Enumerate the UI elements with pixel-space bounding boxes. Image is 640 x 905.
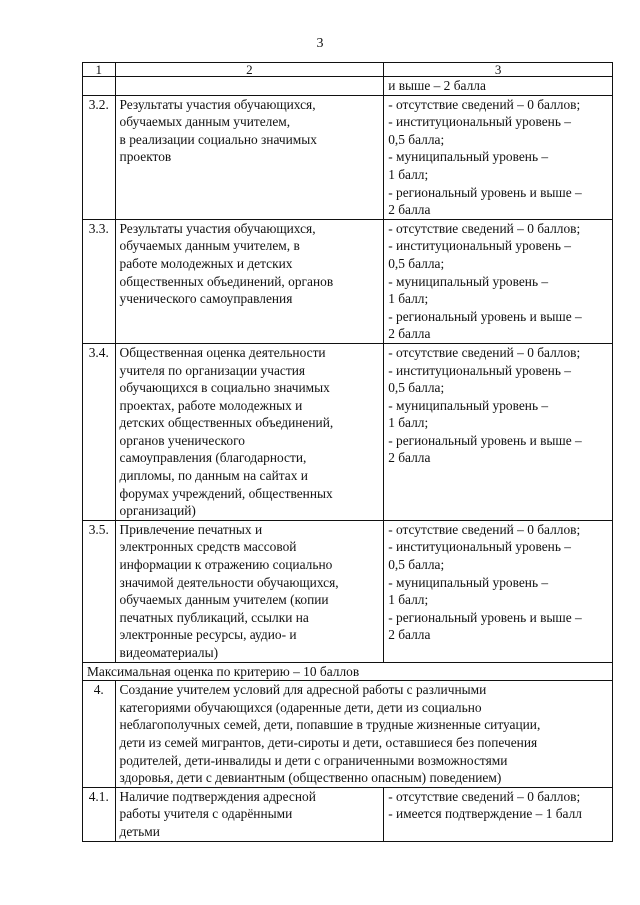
score-line: - региональный уровень и выше –: [388, 609, 582, 625]
score-line: - отсутствие сведений – 0 баллов;: [388, 788, 581, 804]
row-description: [115, 520, 384, 662]
max-score-row: [83, 662, 613, 681]
row-score: [384, 343, 613, 520]
desc-line: Общественная оценка деятельности: [119, 344, 326, 360]
desc-line: проектах, работе молодежных и: [119, 397, 303, 413]
row-number: 3.4.: [83, 343, 116, 520]
desc-line: электронных средств массовой: [119, 539, 297, 555]
row-score: [384, 219, 613, 343]
desc-line: ученического самоуправления: [119, 291, 293, 307]
desc-line: обучаемых данным учителем,: [119, 114, 291, 130]
continuation-cell: [384, 77, 613, 96]
score-line: 2 балла: [388, 450, 431, 466]
row-number: 3.2.: [83, 95, 116, 219]
continuation-row: [83, 77, 613, 96]
desc-line: форумах учреждений, общественных: [119, 485, 333, 501]
criterion-line: родителей, дети-инвалиды и дети с ограниченными возможностями: [119, 752, 508, 768]
row-score: [384, 95, 613, 219]
desc-line: детских общественных объединений,: [119, 415, 334, 431]
criterion-4-row: [83, 681, 613, 788]
criterion-line: неблагополучных семей, дети, попавшие в трудные жизненные ситуации,: [119, 717, 541, 733]
desc-line: дипломы, по данным на сайтах и: [119, 468, 308, 484]
score-line: - институциональный уровень –: [388, 362, 571, 378]
score-line: - региональный уровень и выше –: [388, 184, 582, 200]
row-number: 4.: [83, 681, 116, 788]
row-number: 3.5.: [83, 520, 116, 662]
desc-line: учителя по организации участия: [119, 362, 306, 378]
criteria-table: [82, 62, 613, 842]
row-score: [384, 787, 613, 841]
score-line: - отсутствие сведений – 0 баллов;: [388, 96, 581, 112]
desc-line: электронные ресурсы, аудио- и: [119, 627, 297, 643]
desc-line: обучаемых данным учителем, в: [119, 238, 300, 254]
criterion-line: категориями обучающихся (одаренные дети, дети из социально: [119, 699, 482, 715]
desc-line: Результаты участия обучающихся,: [119, 96, 316, 112]
score-line: 2 балла: [388, 326, 431, 342]
desc-line: проектов: [119, 149, 172, 165]
score-line: - муниципальный уровень –: [388, 574, 549, 590]
header-col-2: 2: [115, 63, 384, 77]
score-line: 1 балл;: [388, 592, 429, 608]
desc-line: организаций): [119, 503, 196, 519]
score-line: 0,5 балла;: [388, 557, 445, 573]
score-line: - муниципальный уровень –: [388, 273, 549, 289]
header-col-3: 3: [384, 63, 613, 77]
desc-line: обучаемых данным учителем (копии: [119, 592, 329, 608]
criterion-4-text: [115, 681, 612, 788]
row-number: 4.1.: [83, 787, 116, 841]
criterion-line: здоровья, дети с девиантным (общественно опасным) поведением): [119, 770, 502, 786]
desc-line: значимой деятельности обучающихся,: [119, 574, 339, 590]
page-number: 3: [316, 36, 324, 51]
score-line: - региональный уровень и выше –: [388, 432, 582, 448]
header-col-1: 1: [83, 63, 116, 77]
desc-line: информации к отражению социально: [119, 557, 333, 573]
score-line: 0,5 балла;: [388, 131, 445, 147]
score-line: 2 балла: [388, 627, 431, 643]
max-score-cell: Максимальная оценка по критерию – 10 баллов: [83, 662, 613, 681]
desc-line: работы учителя с одарёнными: [119, 806, 293, 822]
desc-line: самоуправления (благодарности,: [119, 450, 307, 466]
criterion-line: Создание учителем условий для адресной работы с различными: [119, 682, 487, 698]
table-row-4-1: [83, 787, 613, 841]
score-line: - отсутствие сведений – 0 баллов;: [388, 521, 581, 537]
score-line: 1 балл;: [388, 415, 429, 431]
desc-line: детьми: [119, 823, 160, 839]
desc-line: видеоматериалы): [119, 645, 219, 660]
row-score: [384, 520, 613, 662]
score-line: 1 балл;: [388, 166, 429, 182]
row-description: [115, 343, 384, 520]
score-line: 0,5 балла;: [388, 255, 445, 271]
row-description: [115, 219, 384, 343]
criterion-line: дети из семей мигрантов, дети-сироты и дети, оставшиеся без попечения: [119, 734, 538, 750]
desc-line: работе молодежных и детских: [119, 255, 293, 271]
desc-line: органов ученического: [119, 432, 245, 448]
desc-line: Результаты участия обучающихся,: [119, 220, 316, 236]
row-number: 3.3.: [83, 219, 116, 343]
table-row-3-2: [83, 95, 613, 219]
score-line: - региональный уровень и выше –: [388, 308, 582, 324]
score-line: - муниципальный уровень –: [388, 397, 549, 413]
desc-line: печатных публикаций, ссылки на: [119, 609, 309, 625]
desc-line: общественных объединений, органов: [119, 273, 334, 289]
continuation-line: и выше – 2 балла: [388, 78, 486, 93]
score-line: - институциональный уровень –: [388, 114, 571, 130]
desc-line: обучающихся в социально значимых: [119, 380, 330, 396]
score-line: - имеется подтверждение – 1 балл: [388, 806, 582, 822]
desc-line: в реализации социально значимых: [119, 131, 317, 147]
desc-line: Наличие подтверждения адресной: [119, 788, 316, 804]
row-description: [115, 95, 384, 219]
score-line: 2 балла: [388, 202, 431, 218]
score-line: - отсутствие сведений – 0 баллов;: [388, 344, 581, 360]
header-row: [83, 63, 613, 77]
score-line: 1 балл;: [388, 291, 429, 307]
table-row-3-4: [83, 343, 613, 520]
score-line: - институциональный уровень –: [388, 238, 571, 254]
score-line: 0,5 балла;: [388, 380, 445, 396]
row-description: [115, 787, 384, 841]
score-line: - институциональный уровень –: [388, 539, 571, 555]
score-line: - отсутствие сведений – 0 баллов;: [388, 220, 581, 236]
score-line: - муниципальный уровень –: [388, 149, 549, 165]
desc-line: Привлечение печатных и: [119, 521, 263, 537]
table-row-3-5: [83, 520, 613, 662]
table-row-3-3: [83, 219, 613, 343]
